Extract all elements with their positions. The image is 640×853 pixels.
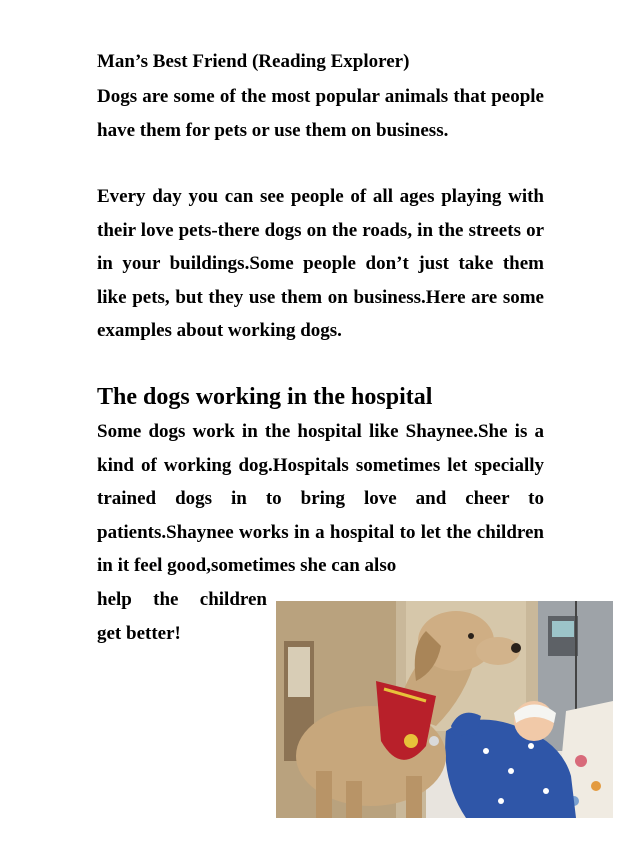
section-heading-hospital: The dogs working in the hospital xyxy=(97,384,433,410)
continuation-line-1: help the children xyxy=(97,589,267,610)
paragraph-hospital-continuation xyxy=(97,583,277,650)
therapy-dog-photo xyxy=(276,601,613,818)
paragraph-hospital: Some dogs work in the hospital like Shaynee.She is a kind of working dog.Hospitals sometimes let specially trained dogs in to bring love and cheer to patients.Shaynee works in a hospital to let the children in it feel good,sometimes she can also xyxy=(97,421,544,577)
paragraph-intro: Dogs are some of the most popular animals that people have them for pets or use them on business. xyxy=(97,86,544,141)
document-title: Man’s Best Friend (Reading Explorer) xyxy=(97,51,410,72)
paragraph-pets: Every day you can see people of all ages playing with their love pets-there dogs on the roads, in the streets or in your buildings.Some people don’t just take them like pets, but they use them on business.Here are some examples about working dogs. xyxy=(97,186,544,342)
photo-illustration xyxy=(276,601,613,818)
continuation-line-2: get better! xyxy=(97,622,181,644)
